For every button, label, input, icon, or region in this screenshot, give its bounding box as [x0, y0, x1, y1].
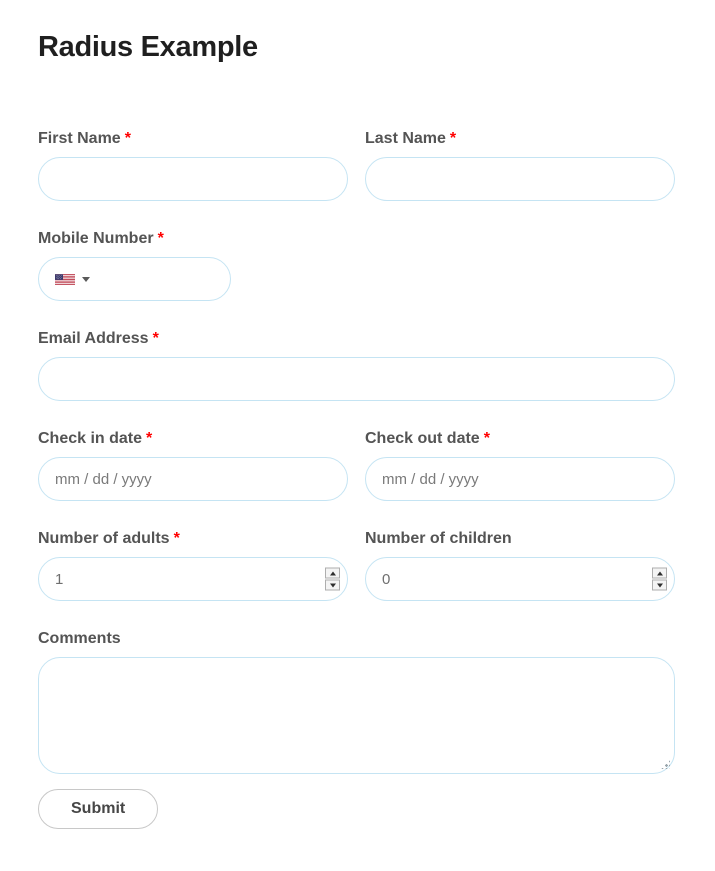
children-spinner	[652, 568, 667, 591]
required-asterisk: *	[124, 130, 131, 147]
first-name-label	[38, 129, 348, 149]
adults-label	[38, 529, 348, 549]
check-in-group	[38, 429, 348, 501]
submit-button[interactable]: Submit	[38, 789, 158, 829]
required-asterisk: *	[483, 430, 490, 447]
required-asterisk: *	[173, 530, 180, 547]
spin-down-button[interactable]	[652, 580, 667, 591]
page-title: Radius Example	[38, 31, 258, 63]
adults-label-text: Number of adults	[38, 530, 170, 547]
triangle-up-icon	[330, 571, 336, 575]
mobile-number-group	[38, 229, 675, 301]
children-label	[365, 529, 675, 549]
check-in-label-text: Check in date	[38, 430, 143, 447]
last-name-input[interactable]	[365, 157, 675, 201]
check-out-date-input[interactable]	[365, 457, 675, 501]
comments-group	[38, 629, 675, 774]
caret-down-icon	[82, 277, 90, 282]
spin-up-button[interactable]	[652, 568, 667, 579]
triangle-down-icon	[657, 583, 663, 587]
comments-label-text: Comments	[38, 630, 121, 647]
required-asterisk: *	[152, 330, 159, 347]
first-name-input[interactable]	[38, 157, 348, 201]
email-input[interactable]	[38, 357, 675, 401]
email-label-text: Email Address	[38, 330, 149, 347]
triangle-down-icon	[330, 583, 336, 587]
mobile-number-label-text: Mobile Number	[38, 230, 154, 247]
check-in-date-input[interactable]	[38, 457, 348, 501]
comments-label	[38, 629, 675, 649]
check-in-label	[38, 429, 348, 449]
email-group	[38, 329, 675, 401]
check-out-label-text: Check out date	[365, 430, 480, 447]
guests-row	[38, 529, 675, 601]
required-asterisk: *	[449, 130, 457, 147]
children-input[interactable]	[365, 557, 675, 601]
comments-textarea[interactable]	[38, 657, 675, 774]
check-out-label	[365, 429, 675, 449]
mobile-number-input[interactable]	[38, 257, 231, 301]
first-name-group	[38, 129, 348, 201]
country-selector-dropdown[interactable]	[53, 270, 92, 289]
required-asterisk: *	[157, 230, 164, 247]
radius-example-form	[38, 129, 675, 829]
check-out-group	[365, 429, 675, 501]
adults-number-field	[38, 557, 348, 601]
adults-spinner	[325, 568, 340, 591]
last-name-label-text: Last Name	[365, 130, 446, 147]
mobile-number-label	[38, 229, 675, 249]
email-label	[38, 329, 675, 349]
last-name-label	[365, 129, 675, 149]
us-flag-icon	[55, 274, 75, 285]
first-name-label-text: First Name	[38, 130, 121, 147]
triangle-up-icon	[657, 571, 663, 575]
spin-up-button[interactable]	[325, 568, 340, 579]
comments-field	[38, 657, 675, 774]
dates-row	[38, 429, 675, 501]
adults-input[interactable]	[38, 557, 348, 601]
spin-down-button[interactable]	[325, 580, 340, 591]
last-name-group	[365, 129, 675, 201]
required-asterisk: *	[146, 430, 153, 447]
children-label-text: Number of children	[365, 530, 512, 547]
children-number-field	[365, 557, 675, 601]
children-group	[365, 529, 675, 601]
name-row	[38, 129, 675, 201]
adults-group	[38, 529, 348, 601]
